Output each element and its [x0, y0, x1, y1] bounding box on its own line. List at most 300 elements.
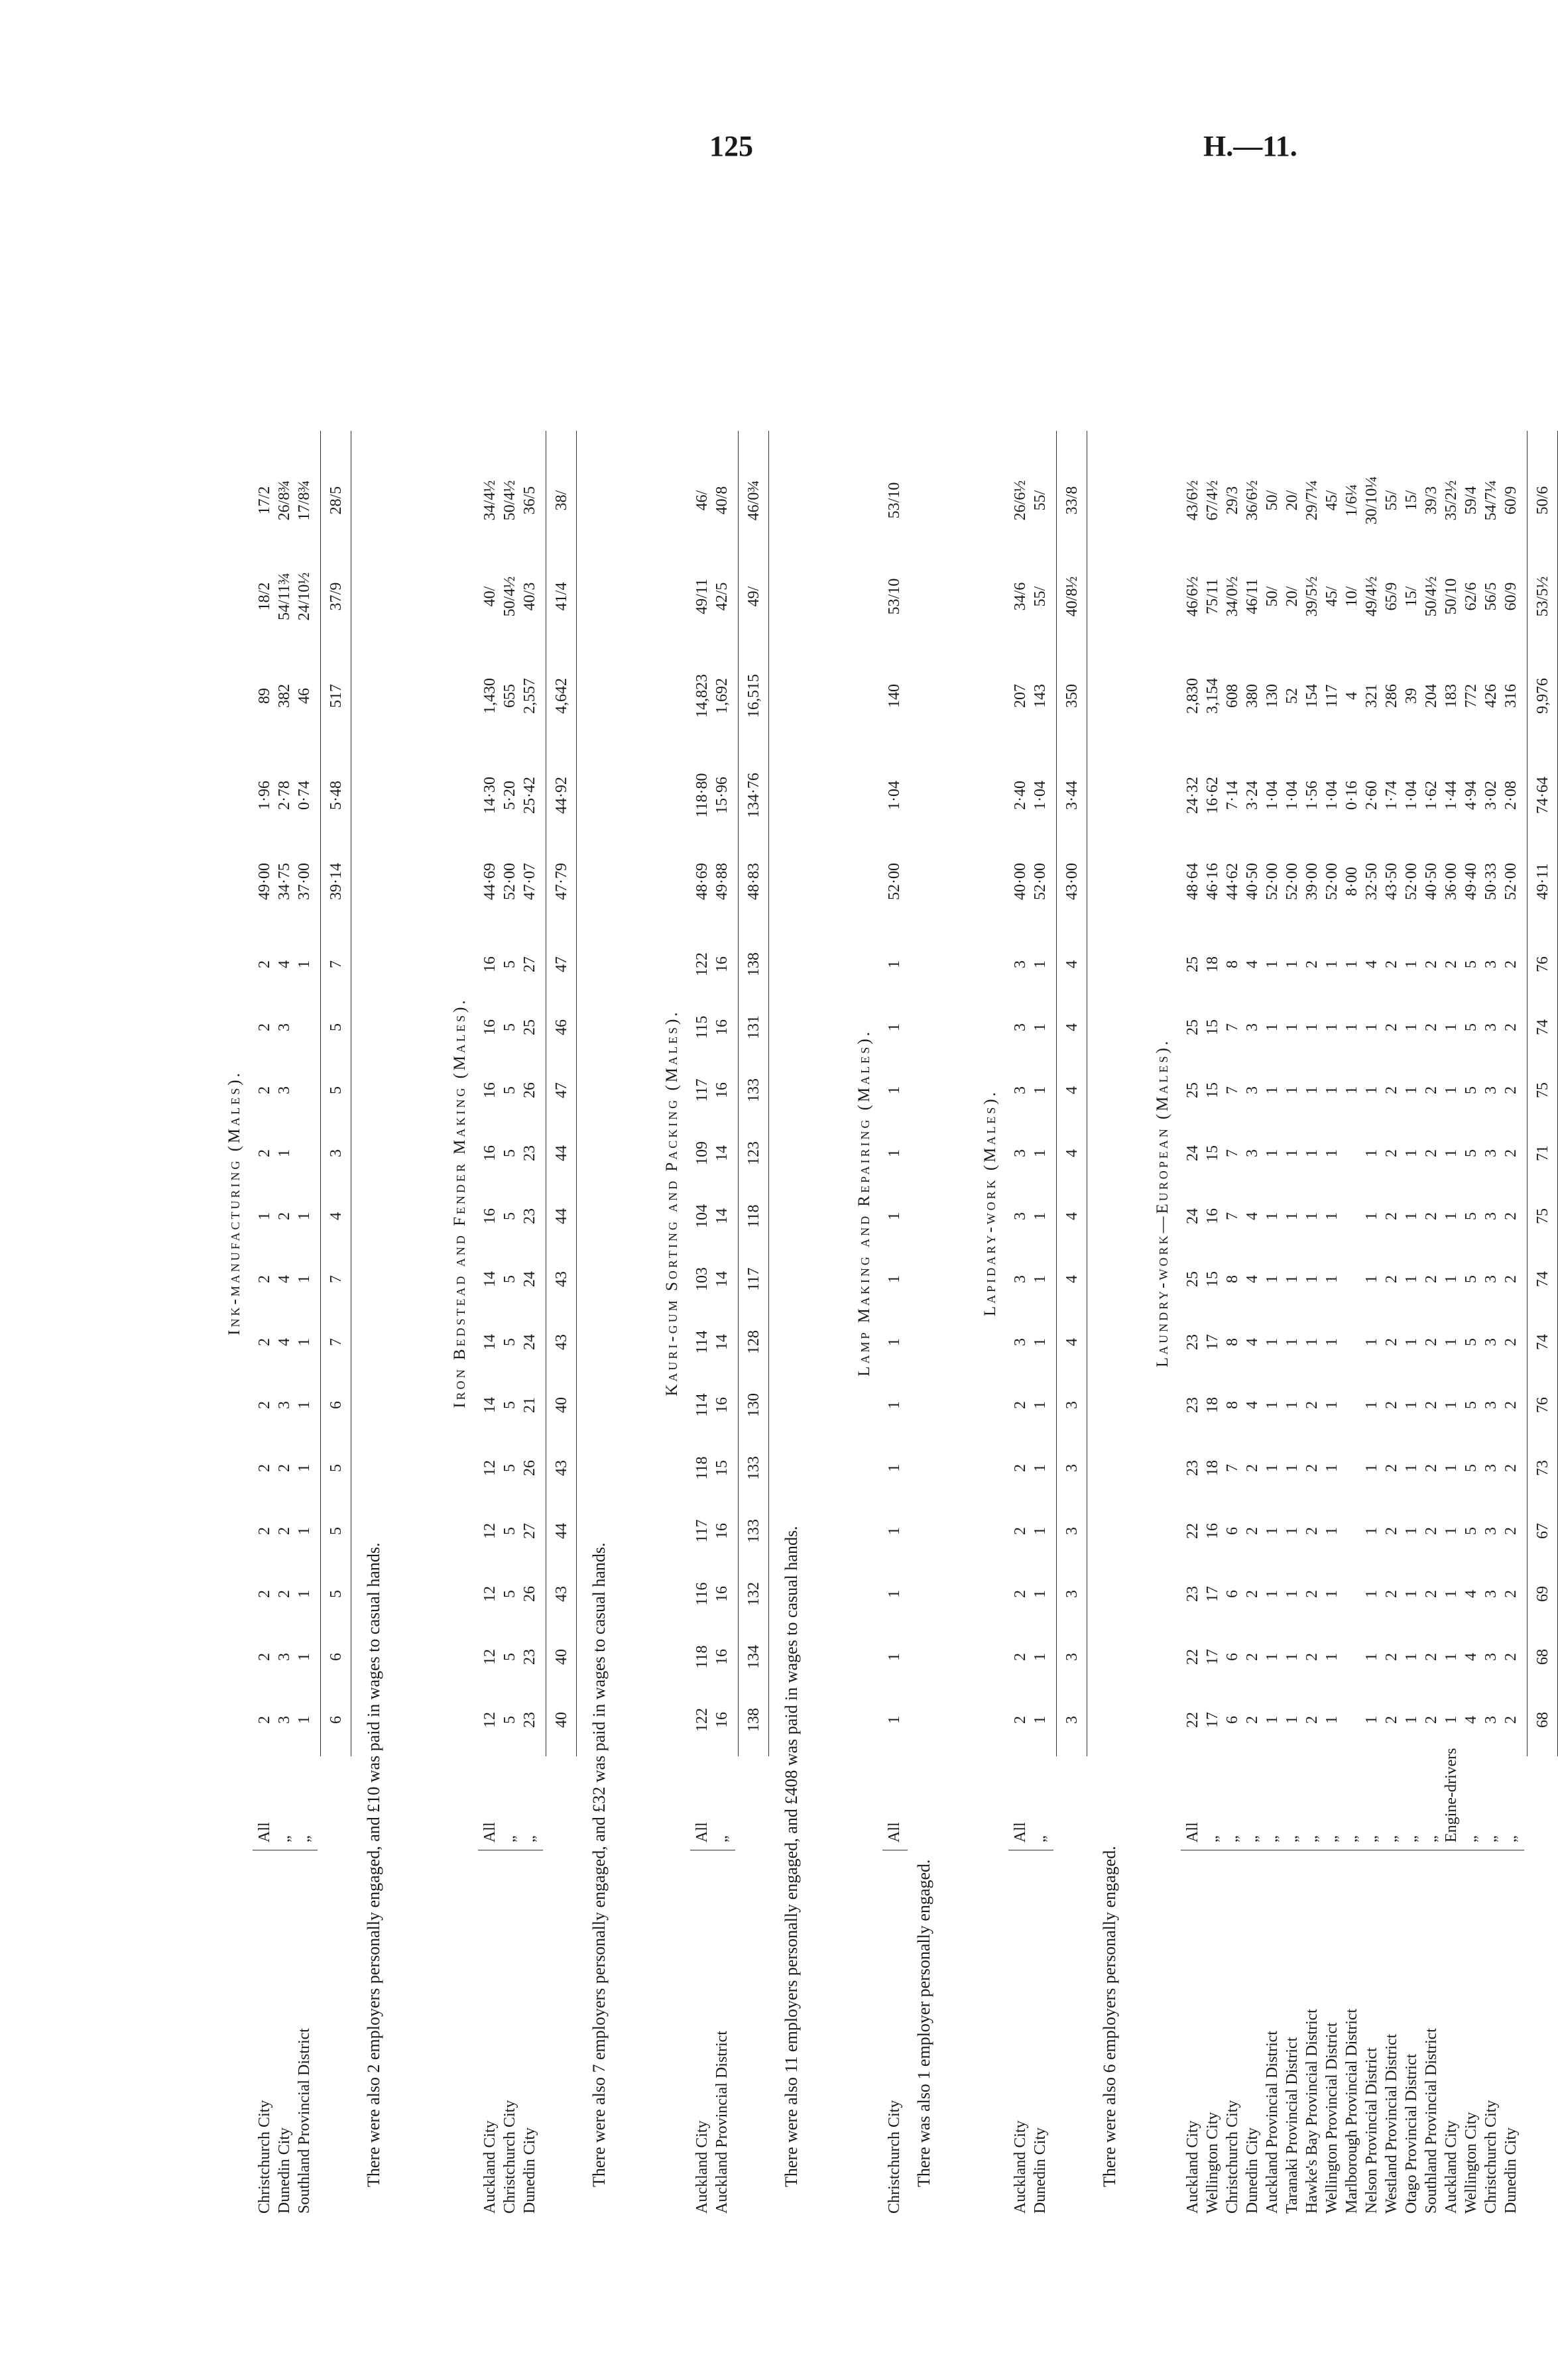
location-cell: Christchurch City [1482, 2100, 1500, 2214]
value-cell: 23 [521, 1208, 538, 1224]
value-cell: 1 [1443, 1338, 1460, 1346]
value-cell: 39/3 [1423, 486, 1440, 515]
total-rule [1056, 431, 1057, 1756]
value-cell: 1 [1264, 1716, 1281, 1724]
value-cell: 4 [1244, 1338, 1261, 1346]
section-title: Lapidary-work (Males). [981, 1090, 999, 1316]
location-cell: Christchurch City [501, 2100, 518, 2214]
value-cell: 5 [1463, 960, 1480, 968]
class-cell: „ [1502, 1835, 1520, 1842]
value-cell: 2 [256, 1338, 273, 1346]
value-cell: 2 [1244, 1716, 1261, 1724]
value-cell: 140 [886, 684, 903, 708]
value-cell: 25 [521, 1019, 538, 1035]
value-cell: 16 [481, 1082, 499, 1098]
total-cell: 16,515 [745, 674, 762, 718]
total-cell: 49/ [745, 586, 762, 607]
value-cell: 5 [501, 1464, 518, 1472]
value-cell: 26 [521, 1082, 538, 1098]
table-row [1011, 192, 1030, 2214]
value-cell: 1 [1032, 1401, 1049, 1409]
value-cell: 3 [1012, 1023, 1029, 1031]
class-cell: „ [1383, 1835, 1400, 1842]
value-cell: 5 [501, 1653, 518, 1661]
class-cell: Engine-drivers [1443, 1748, 1460, 1842]
value-cell: 12 [481, 1523, 499, 1539]
table-row [885, 192, 904, 2214]
total-cell: 517 [328, 684, 345, 708]
table-row [295, 192, 314, 2214]
location-cell: Dunedin City [1032, 2127, 1049, 2214]
value-cell: 16 [1204, 1208, 1221, 1224]
value-cell: 4 [1343, 692, 1360, 700]
value-cell: 2 [1502, 1716, 1520, 1724]
value-cell: 2 [1012, 1590, 1029, 1598]
value-cell: 1 [1303, 1212, 1321, 1220]
value-cell: 50/4½ [1423, 576, 1440, 617]
location-cell: Wellington Provincial District [1323, 2022, 1341, 2214]
value-cell: 12 [481, 1460, 499, 1476]
value-cell: 1 [1303, 1275, 1321, 1283]
value-cell: 15 [713, 1460, 731, 1476]
location-cell: Southland Provincial District [296, 2028, 313, 2214]
value-cell: 53/10 [886, 482, 903, 519]
value-cell: 16 [713, 956, 731, 972]
total-cell: 350 [1063, 684, 1081, 708]
table-row [1183, 192, 1202, 2214]
value-cell: 1 [1264, 1590, 1281, 1598]
value-cell: 1 [1323, 1149, 1341, 1157]
value-cell: 4 [1463, 1716, 1480, 1724]
value-cell: 2 [1383, 1023, 1400, 1031]
value-cell: 12 [481, 1649, 499, 1665]
value-cell: 59/4 [1463, 486, 1480, 515]
class-cell: „ [276, 1835, 293, 1842]
section-note: There were also 2 employers personally engaged, and £10 was paid in wages to casual hands. [364, 1542, 383, 2187]
value-cell: 16 [481, 1145, 499, 1161]
value-cell: 1 [1403, 1149, 1420, 1157]
value-cell: 1 [1363, 1275, 1380, 1283]
value-cell: 16 [713, 1523, 731, 1539]
value-cell: 2 [1383, 960, 1400, 968]
value-cell: 35/2½ [1443, 480, 1460, 521]
value-cell: 1 [1323, 1590, 1341, 1598]
value-cell: 14 [713, 1271, 731, 1287]
value-cell: 2 [1303, 960, 1321, 968]
value-cell: 1 [886, 1086, 903, 1094]
value-cell: 103 [693, 1267, 711, 1291]
total-cell: 5 [328, 1464, 345, 1472]
value-cell: 2 [256, 1023, 273, 1031]
value-cell: 382 [276, 684, 293, 708]
value-cell: 2 [1012, 1527, 1029, 1535]
value-cell: 1 [1032, 1023, 1049, 1031]
value-cell: 52·00 [1502, 863, 1520, 900]
value-cell: 380 [1244, 684, 1261, 708]
value-cell: 122 [693, 1708, 711, 1732]
value-cell: 130 [1264, 684, 1281, 708]
value-cell: 2 [1502, 1590, 1520, 1598]
value-cell: 7 [1224, 1023, 1241, 1031]
value-cell: 2 [1423, 1401, 1440, 1409]
value-cell: 2 [256, 1590, 273, 1598]
class-cell: All [256, 1822, 273, 1842]
value-cell: 46/6½ [1184, 576, 1201, 617]
value-cell: 6 [1224, 1590, 1241, 1598]
value-cell: 2 [276, 1590, 293, 1598]
total-cell: 3 [1063, 1653, 1081, 1661]
value-cell: 1 [1363, 1653, 1380, 1661]
class-cell: „ [1244, 1835, 1261, 1842]
total-cell: 134·76 [745, 773, 762, 818]
value-cell: 0·16 [1343, 781, 1360, 810]
value-cell: 118 [693, 1456, 711, 1480]
total-cell: 48·83 [745, 863, 762, 900]
total-cell: 46/0¾ [745, 480, 762, 521]
value-cell: 52·00 [1264, 863, 1281, 900]
table-row [1203, 192, 1222, 2214]
value-cell: 20/ [1284, 490, 1301, 511]
value-cell: 118 [693, 1645, 711, 1669]
value-cell: 50/ [1264, 490, 1281, 511]
value-cell: 2 [1012, 1464, 1029, 1472]
value-cell: 1 [1403, 1401, 1420, 1409]
value-cell: 2 [256, 1149, 273, 1157]
value-cell: 6 [1224, 1527, 1241, 1535]
value-cell: 0·74 [296, 781, 313, 810]
table-row [1462, 192, 1480, 2214]
value-cell: 16 [713, 1019, 731, 1035]
value-cell: 3 [276, 1653, 293, 1661]
value-cell: 2 [276, 1464, 293, 1472]
total-cell: 53/5½ [1534, 576, 1551, 617]
value-cell: 40·50 [1423, 863, 1440, 900]
value-cell: 3 [1482, 1338, 1500, 1346]
value-cell: 43/6½ [1184, 480, 1201, 521]
section-title: Ink-manufacturing (Males). [225, 1070, 243, 1335]
class-cell: „ [1463, 1835, 1480, 1842]
class-cell: „ [1482, 1835, 1500, 1842]
value-cell: 23 [1184, 1460, 1201, 1476]
value-cell: 2·08 [1502, 781, 1520, 810]
value-cell: 46/ [693, 490, 711, 511]
total-cell: 138 [745, 1708, 762, 1732]
table-row [713, 192, 731, 2214]
value-cell: 1 [886, 1023, 903, 1031]
value-cell: 67/4½ [1204, 480, 1221, 521]
value-cell: 2 [1383, 1653, 1400, 1661]
value-cell: 1,430 [481, 678, 499, 714]
value-cell: 56/5 [1482, 582, 1500, 611]
value-cell: 1 [296, 1527, 313, 1535]
value-cell: 2 [1383, 1149, 1400, 1157]
value-cell: 3 [1482, 1527, 1500, 1535]
value-cell: 2 [256, 1275, 273, 1283]
value-cell: 15 [1204, 1082, 1221, 1098]
value-cell: 4·94 [1463, 781, 1480, 810]
table-row [1343, 192, 1361, 2214]
value-cell: 27 [521, 956, 538, 972]
value-cell: 1 [256, 1212, 273, 1220]
value-cell: 3 [276, 1023, 293, 1031]
value-cell: 1 [1443, 1527, 1460, 1535]
value-cell: 14 [481, 1271, 499, 1287]
location-cell: Christchurch City [1224, 2100, 1241, 2214]
value-cell: 2 [1383, 1275, 1400, 1283]
value-cell: 5 [1463, 1023, 1480, 1031]
value-cell: 15 [1204, 1271, 1221, 1287]
value-cell: 2 [256, 1086, 273, 1094]
value-cell: 39/5½ [1303, 576, 1321, 617]
value-cell: 3 [1482, 1464, 1500, 1472]
value-cell: 1 [1323, 1023, 1341, 1031]
total-cell: 3 [1063, 1464, 1081, 1472]
value-cell: 2 [1502, 1086, 1520, 1094]
total-row [1533, 192, 1552, 2214]
total-rule [320, 431, 321, 1756]
value-cell: 1 [1323, 1212, 1341, 1220]
value-cell: 3 [1482, 1401, 1500, 1409]
value-cell: 1 [1443, 1023, 1460, 1031]
value-cell: 2·60 [1363, 781, 1380, 810]
value-cell: 2 [1423, 1212, 1440, 1220]
value-cell: 3 [276, 1716, 293, 1724]
value-cell: 1 [1363, 1716, 1380, 1724]
value-cell: 49·40 [1463, 863, 1480, 900]
value-cell: 1 [886, 1149, 903, 1157]
location-cell: Auckland Provincial District [1264, 2031, 1281, 2214]
class-cell: All [693, 1822, 711, 1842]
value-cell: 17/2 [256, 486, 273, 515]
value-cell: 2 [1423, 960, 1440, 968]
total-cell: 7 [328, 1275, 345, 1283]
value-cell: 3 [1482, 1590, 1500, 1598]
value-cell: 3·02 [1482, 781, 1500, 810]
value-cell: 3 [276, 1401, 293, 1409]
value-cell: 15 [1204, 1019, 1221, 1035]
value-cell: 40/3 [521, 582, 538, 611]
class-cell: „ [713, 1835, 731, 1842]
value-cell: 40/8 [713, 486, 731, 515]
value-cell: 62/6 [1463, 582, 1480, 611]
value-cell: 24 [1184, 1208, 1201, 1224]
value-cell: 34/0½ [1224, 576, 1241, 617]
value-cell: 1 [1403, 1086, 1420, 1094]
total-cell: 4 [1063, 1338, 1081, 1346]
value-cell: 2·78 [276, 781, 293, 810]
value-cell: 2 [1423, 1338, 1440, 1346]
value-cell: 1 [1284, 1464, 1301, 1472]
value-cell: 15 [1204, 1145, 1221, 1161]
total-cell: 3 [1063, 1527, 1081, 1535]
total-cell: 4 [1063, 1086, 1081, 1094]
value-cell: 14 [481, 1397, 499, 1413]
value-cell: 4 [1463, 1590, 1480, 1598]
value-cell: 17/8¾ [296, 480, 313, 521]
value-cell: 52·00 [501, 863, 518, 900]
table-row [1502, 192, 1520, 2214]
value-cell: 2 [1502, 1527, 1520, 1535]
value-cell: 4 [1244, 1212, 1261, 1220]
value-cell: 1 [1284, 1338, 1301, 1346]
value-cell: 24 [521, 1334, 538, 1350]
total-cell: 5 [328, 1023, 345, 1031]
value-cell: 39·00 [1303, 863, 1321, 900]
total-cell: 43 [553, 1586, 570, 1602]
value-cell: 29/3 [1224, 486, 1241, 515]
value-cell: 5 [501, 1338, 518, 1346]
value-cell: 5 [501, 1149, 518, 1157]
value-cell: 53/10 [886, 578, 903, 615]
value-cell: 1·74 [1383, 781, 1400, 810]
value-cell: 18 [1204, 1397, 1221, 1413]
value-cell: 14·30 [481, 777, 499, 814]
value-cell: 14 [713, 1145, 731, 1161]
value-cell: 1 [1443, 1590, 1460, 1598]
location-cell: Auckland City [1443, 2120, 1460, 2214]
value-cell: 1 [1284, 960, 1301, 968]
value-cell: 1 [1264, 1653, 1281, 1661]
value-cell: 24/10½ [296, 572, 313, 621]
value-cell: 1 [886, 1338, 903, 1346]
total-cell: 44 [553, 1523, 570, 1539]
value-cell: 52·00 [1323, 863, 1341, 900]
section-note: There was also 1 employer personally engaged. [914, 1859, 933, 2187]
value-cell: 16 [481, 956, 499, 972]
value-cell: 36·00 [1443, 863, 1460, 900]
value-cell: 1 [1284, 1716, 1301, 1724]
value-cell: 3 [1244, 1086, 1261, 1094]
total-cell: 74·64 [1534, 777, 1551, 814]
value-cell: 1 [1264, 1023, 1281, 1031]
value-cell: 3 [1244, 1023, 1261, 1031]
value-cell: 32·50 [1363, 863, 1380, 900]
value-cell: 2 [1303, 1590, 1321, 1598]
value-cell: 1 [276, 1149, 293, 1157]
value-cell: 27 [521, 1523, 538, 1539]
value-cell: 5 [501, 1401, 518, 1409]
value-cell: 2 [1244, 1527, 1261, 1535]
value-cell: 5 [501, 1086, 518, 1094]
value-cell: 45/ [1323, 586, 1341, 607]
value-cell: 2 [1303, 1527, 1321, 1535]
location-cell: Nelson Provincial District [1363, 2047, 1380, 2214]
total-cell: 130 [745, 1393, 762, 1417]
value-cell: 34/4½ [481, 480, 499, 521]
value-cell: 1·62 [1423, 781, 1440, 810]
value-cell: 16·62 [1204, 777, 1221, 814]
value-cell: 3 [1482, 1212, 1500, 1220]
value-cell: 1 [296, 1401, 313, 1409]
value-cell: 1 [1323, 1401, 1341, 1409]
table-row [1362, 192, 1381, 2214]
value-cell: 1 [886, 1527, 903, 1535]
value-cell: 3 [1482, 1275, 1500, 1283]
value-cell: 2·40 [1012, 781, 1029, 810]
class-cell: „ [1303, 1835, 1321, 1842]
table-row [255, 192, 274, 2214]
value-cell: 1 [1284, 1149, 1301, 1157]
value-cell: 286 [1383, 684, 1400, 708]
value-cell: 2,557 [521, 678, 538, 714]
total-cell: 44·92 [553, 777, 570, 814]
section-note: There were also 7 employers personally engaged, and £32 was paid in wages to casual hands. [589, 1542, 609, 2187]
value-cell: 1·04 [1032, 781, 1049, 810]
value-cell: 34/6 [1012, 582, 1029, 611]
value-cell: 154 [1303, 684, 1321, 708]
value-cell: 1 [886, 1590, 903, 1598]
total-cell: 133 [745, 1519, 762, 1543]
value-cell: 5 [501, 1275, 518, 1283]
value-cell: 1 [886, 1716, 903, 1724]
value-cell: 1 [1403, 1527, 1420, 1535]
value-cell: 14 [713, 1208, 731, 1224]
value-cell: 1 [886, 1275, 903, 1283]
total-cell: 3·44 [1063, 781, 1081, 810]
value-cell: 1 [1303, 1023, 1321, 1031]
total-cell: 3 [1063, 1590, 1081, 1598]
table-row [1482, 192, 1500, 2214]
value-cell: 1 [1264, 1275, 1281, 1283]
total-cell: 46 [553, 1019, 570, 1035]
value-cell: 1 [1264, 1527, 1281, 1535]
value-cell: 1 [1343, 960, 1360, 968]
page-number: 125 [709, 130, 753, 162]
value-cell: 122 [693, 952, 711, 976]
value-cell: 8 [1224, 1275, 1241, 1283]
location-cell: Dunedin City [521, 2127, 538, 2214]
value-cell: 1·04 [1323, 781, 1341, 810]
value-cell: 772 [1463, 684, 1480, 708]
total-cell: 43·00 [1063, 863, 1081, 900]
value-cell: 2 [1244, 1464, 1261, 1472]
value-cell: 3 [1012, 1149, 1029, 1157]
value-cell: 2 [256, 960, 273, 968]
value-cell: 52·00 [1403, 863, 1420, 900]
value-cell: 1 [886, 960, 903, 968]
value-cell: 1 [1284, 1653, 1301, 1661]
value-cell: 117 [693, 1519, 711, 1543]
total-cell: 41/4 [553, 582, 570, 611]
value-cell: 1 [1264, 960, 1281, 968]
location-cell: Westland Provincial District [1383, 2033, 1400, 2214]
value-cell: 15·96 [713, 777, 731, 814]
value-cell: 26/6½ [1012, 480, 1029, 521]
value-cell: 204 [1423, 684, 1440, 708]
total-cell: 43 [553, 1460, 570, 1476]
value-cell: 2 [1383, 1464, 1400, 1472]
class-cell: „ [1323, 1835, 1341, 1842]
value-cell: 7 [1224, 1086, 1241, 1094]
value-cell: 43·50 [1383, 863, 1400, 900]
value-cell: 7 [1224, 1212, 1241, 1220]
value-cell: 4 [1463, 1653, 1480, 1661]
total-cell: 76 [1534, 956, 1551, 972]
value-cell: 2 [1383, 1527, 1400, 1535]
value-cell: 1 [1264, 1338, 1281, 1346]
value-cell: 22 [1184, 1712, 1201, 1728]
value-cell: 17 [1204, 1649, 1221, 1665]
class-cell: „ [1363, 1835, 1380, 1842]
total-rule [768, 431, 769, 1756]
value-cell: 1,692 [713, 678, 731, 714]
value-cell: 2 [1502, 1212, 1520, 1220]
total-cell: 37/9 [328, 582, 345, 611]
location-cell: Christchurch City [256, 2100, 273, 2214]
total-rule [1527, 431, 1528, 1756]
value-cell: 5 [1463, 1086, 1480, 1094]
value-cell: 1·96 [256, 781, 273, 810]
